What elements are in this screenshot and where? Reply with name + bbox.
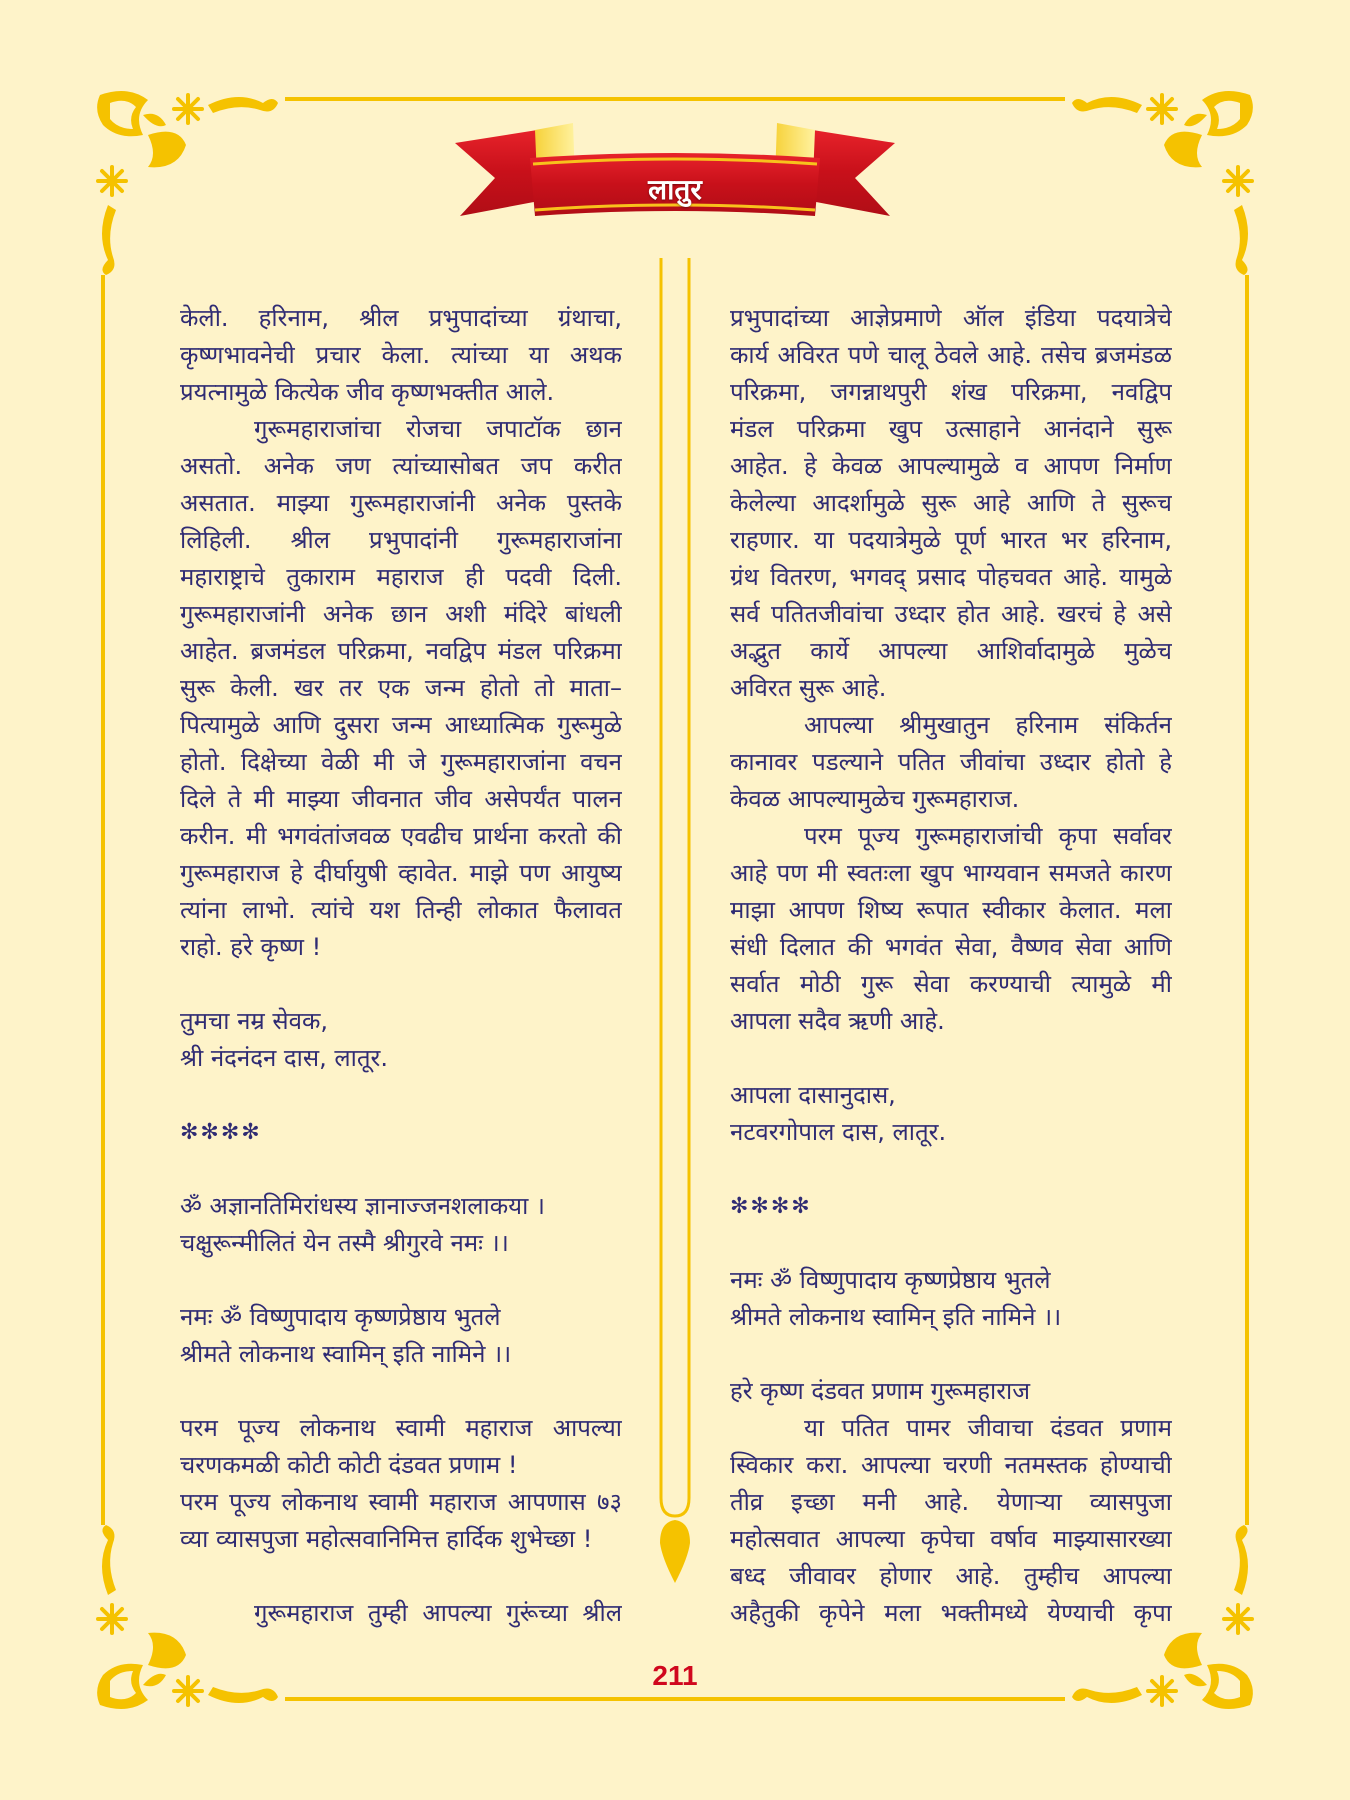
paragraph-line: राहणार. या पदयात्रेमुळे पूर्ण भारत भर हरिनाम, (730, 526, 1172, 554)
paragraph-line: गुरूमहाराज हे दीर्घायुषी व्हावेत. माझे पण आयुष्य (180, 859, 622, 887)
blank-line (730, 1151, 1172, 1188)
paragraph-line: बध्द जीवावर होणार आहे. तुम्हीच आपल्या (730, 1562, 1172, 1590)
text-line: ॐ अज्ञानतिमिरांधस्य ज्ञानाज्जनशलाकया । (180, 1192, 546, 1220)
paragraph-line: करीन. मी भगवंतांजवळ एवढीच प्रार्थना करतो की (180, 822, 622, 850)
paragraph-line: अहैतुकी कृपेने मला भक्तीमध्ये येण्याची कृपा (730, 1599, 1172, 1627)
blank-line (180, 966, 622, 1003)
blank-line (730, 1225, 1172, 1262)
paragraph-line: होतो. दिक्षेच्या वेळी मी जे गुरूमहाराजांना वचन (180, 748, 622, 776)
text-line: हरे कृष्ण दंडवत प्रणाम गुरूमहाराज (730, 1377, 1031, 1405)
paragraph-line: परिक्रमा, जगन्नाथपुरी शंख परिक्रमा, नवद्विप (730, 378, 1172, 406)
paragraph-line: माझा आपण शिष्य रूपात स्वीकार केलात. मला (730, 896, 1172, 924)
paragraph-line: व्या व्यासपुजा महोत्सवानिमित्त हार्दिक शुभेच्छा ! (180, 1525, 593, 1553)
paragraph-line: केली. हरिनाम, श्रील प्रभुपादांच्या ग्रंथाचा, (180, 304, 622, 332)
text-line: आपला दासानुदास, (730, 1081, 896, 1109)
paragraph-line: प्रभुपादांच्या आज्ञेप्रमाणे ऑल इंडिया पदयात्रेचे (730, 304, 1172, 332)
paragraph-line: आहे पण मी स्वतःला खुप भाग्यवान समजते कारण (730, 859, 1172, 887)
paragraph-line: महाराष्ट्राचे तुकाराम महाराज ही पदवी दिली. (180, 563, 622, 591)
paragraph-line: प्रयत्नामुळे कित्येक जीव कृष्णभक्तीत आले. (180, 378, 555, 406)
page-number: 211 (652, 1660, 698, 1691)
paragraph-line: सर्व पतितजीवांचा उध्दार होत आहे. खरचं हे असे (730, 600, 1172, 628)
frame-left-line (101, 275, 105, 1525)
page-title: लातुर (648, 173, 702, 206)
paragraph-line: सुरू केली. खर तर एक जन्म होतो तो माता– (180, 674, 622, 702)
frame-right-line (1245, 275, 1249, 1525)
paragraph-line: या पतित पामर जीवाचा दंडवत प्रणाम (804, 1414, 1172, 1442)
paragraph-line: दिले ते मी माझ्या जीवनात जीव असेपर्यंत पालन (180, 785, 622, 813)
paragraph-line: अद्भुत कार्ये आपल्या आशिर्वादामुळे मुळेच (730, 637, 1172, 665)
blank-line (730, 1336, 1172, 1373)
paragraph-line: स्विकार करा. आपल्या चरणी नतमस्तक होण्याची (730, 1451, 1172, 1479)
text-line: चक्षुरून्मीलितं येन तस्मै श्रीगुरवे नमः ।। (180, 1229, 509, 1257)
section-separator: ✻✻✻✻ (180, 1120, 262, 1145)
paragraph-line: मंडल परिक्रमा खुप उत्साहाने आनंदाने सुरू (730, 415, 1172, 443)
text-line: नमः ॐ विष्णुपादाय कृष्णप्रेष्ठाय भुतले (730, 1266, 1051, 1294)
paragraph-line: त्यांना लाभो. त्यांचे यश तिन्ही लोकात फैलावत (180, 896, 622, 924)
paragraph-line: गुरूमहाराजांचा रोजचा जपाटॉक छान (254, 415, 622, 443)
corner-ornament-icon (88, 85, 288, 285)
text-line: श्रीमते लोकनाथ स्वामिन् इति नामिने ।। (730, 1303, 1062, 1331)
paragraph-line: आहेत. हे केवळ आपल्यामुळे व आपण निर्माण (730, 452, 1172, 480)
text-line: नटवरगोपाल दास, लातूर. (730, 1118, 947, 1146)
left-column (180, 300, 622, 1632)
blank-line (180, 1558, 622, 1595)
paragraph-line: आपल्या श्रीमुखातुन हरिनाम संकिर्तन (804, 711, 1172, 739)
paragraph-line: परम पूज्य गुरूमहाराजांची कृपा सर्वावर (804, 822, 1172, 850)
paragraph-line: परम पूज्य लोकनाथ स्वामी महाराज आपणास ७३ (180, 1488, 622, 1516)
paragraph-line: कृष्णभावनेची प्रचार केला. त्यांच्या या अथक (180, 341, 622, 369)
paragraph-line: केवळ आपल्यामुळेच गुरूमहाराज. (730, 785, 1020, 813)
paragraph-line: गुरूमहाराज तुम्ही आपल्या गुरूंच्या श्रील (254, 1599, 622, 1627)
paragraph-line: असतात. माझ्या गुरूमहाराजांनी अनेक पुस्तके (180, 489, 622, 517)
paragraph-line: ग्रंथ वितरण, भगवद् प्रसाद पोहचवत आहे. यामुळे (730, 563, 1172, 591)
paragraph-line: परम पूज्य लोकनाथ स्वामी महाराज आपल्या (180, 1414, 622, 1442)
paragraph-line: असतो. अनेक जण त्यांच्यासोबत जप करीत (180, 452, 622, 480)
paragraph-line: लिहिली. श्रील प्रभुपादांनी गुरूमहाराजांना (180, 526, 622, 554)
paragraph-line: गुरूमहाराजांनी अनेक छान अशी मंदिरे बांधली (180, 600, 622, 628)
paragraph-line: महोत्सवात आपल्या कृपेचा वर्षाव माझ्यासारख्या (730, 1525, 1172, 1553)
blank-line (180, 1151, 622, 1188)
paragraph-line: सर्वात मोठी गुरू सेवा करण्याची त्यामुळे मी (730, 970, 1172, 998)
blank-line (180, 1077, 622, 1114)
text-line: श्री नंदनंदन दास, लातूर. (180, 1044, 388, 1072)
text-line: तुमचा नम्र सेवक, (180, 1007, 329, 1035)
paragraph-line: तीव्र इच्छा मनी आहे. येणाऱ्या व्यासपुजा (730, 1488, 1172, 1516)
paragraph-line: पित्यामुळे आणि दुसरा जन्म आध्यात्मिक गुरूमुळे (180, 711, 622, 739)
paragraph-line: राहो. हरे कृष्ण ! (180, 933, 322, 961)
blank-line (180, 1373, 622, 1410)
column-divider-icon (650, 258, 700, 1588)
paragraph-line: आपला सदैव ऋणी आहे. (730, 1007, 945, 1035)
paragraph-line: आहेत. ब्रजमंडल परिक्रमा, नवद्विप मंडल परिक्रमा (180, 637, 622, 665)
text-line: नमः ॐ विष्णुपादाय कृष्णप्रेष्ठाय भुतले (180, 1303, 501, 1331)
blank-line (730, 1040, 1172, 1077)
paragraph-line: केलेल्या आदर्शामुळे सुरू आहे आणि ते सुरूच (730, 489, 1172, 517)
frame-top-line (285, 97, 1065, 101)
section-separator: ✻✻✻✻ (730, 1194, 812, 1219)
blank-line (180, 1262, 622, 1299)
corner-ornament-icon (1062, 85, 1262, 285)
paragraph-line: संधी दिलात की भगवंत सेवा, वैष्णव सेवा आणि (730, 933, 1172, 961)
frame-bottom-line (285, 1697, 1065, 1701)
paragraph-line: कानावर पडल्याने पतित जीवांचा उध्दार होतो हे (730, 748, 1172, 776)
paragraph-line: चरणकमळी कोटी कोटी दंडवत प्रणाम ! (180, 1451, 518, 1479)
paragraph-line: कार्य अविरत पणे चालू ठेवले आहे. तसेच ब्रजमंडळ (730, 341, 1172, 369)
text-line: श्रीमते लोकनाथ स्वामिन् इति नामिने ।। (180, 1340, 512, 1368)
paragraph-line: अविरत सुरू आहे. (730, 674, 887, 702)
right-column (730, 300, 1172, 1632)
